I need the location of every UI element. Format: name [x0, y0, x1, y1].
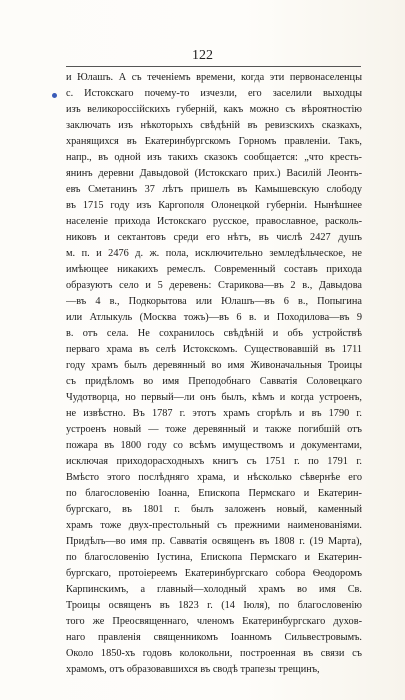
text-line: наго правленія священникомъ Іоанномъ Сильвестровымъ. — [66, 632, 362, 643]
text-line: имѣющее никакихъ ремеслъ. Современный составъ прихода — [66, 264, 362, 275]
text-line: Вмѣсто этого послѣдняго храма, и нѣсколько сѣвернѣе его — [66, 472, 362, 483]
text-line: Карпинскимъ, а главный—холодный храмъ во имя Св. — [66, 584, 362, 595]
text-line: или Атлыкуль (Москва тожъ)—въ 6 в. и Походилова—въ 9 — [66, 312, 362, 323]
text-line: въ 1715 году изъ Каргополя Олонецкой губерніи. Нынѣшнее — [66, 200, 362, 211]
text-line: перваго храма въ селѣ Истокскомъ. Существовавшій въ 1711 — [66, 344, 362, 355]
text-line: съ придѣломъ во имя Преподобнаго Савватія Соловецкаго — [66, 376, 362, 387]
text-line: напр., въ одной изъ такихъ сказокъ сообщается: „что кресть- — [66, 152, 362, 163]
text-line: хранящихся въ Екатеринбургскомъ Горномъ правленіи. Такъ, — [66, 136, 362, 147]
text-line: изъ великороссійскихъ губерній, какъ можно съ вѣроятностію — [66, 104, 362, 115]
text-line: храмомъ, отъ образовавшихся въ сводѣ трапезы трещинъ, — [66, 664, 320, 675]
text-line: м. п. и 2476 д. ж. пола, исключительно земледѣльческое, не — [66, 248, 362, 259]
text-line: с. Истокскаго почему-то изчезли, его заселили выходцы — [66, 88, 362, 99]
text-line: Троицы освященъ въ 1823 г. (14 Іюля), по благословенію — [66, 600, 362, 611]
text-line: исключая приходорасходныхъ книгъ съ 1751 г. по 1791 г. — [66, 456, 362, 467]
text-line: никовъ и сектантовъ среди его нѣтъ, въ числѣ 2427 душъ — [66, 232, 362, 243]
text-line: устроенъ новый — тоже деревянный и также погибшій отъ — [66, 424, 362, 435]
text-line: по благословенію Іустина, Епископа Пермскаго и Екатерин- — [66, 552, 362, 563]
text-line: Придѣлъ—во имя пр. Савватія освященъ въ 1808 г. (19 Марта), — [66, 536, 362, 547]
text-line: и Юлашъ. А съ теченіемъ времени, когда эти первонаселенцы — [66, 72, 362, 83]
text-line: пожара въ 1800 году со всѣмъ имуществомъ и документами, — [66, 440, 362, 451]
text-line: янинъ деревни Давыдовой (Истокскаго прих.) Василій Леонть- — [66, 168, 362, 179]
header-rule — [66, 66, 361, 67]
text-line: —въ 4 в., Подкорытова или Юлашъ—въ 6 в., Попыгина — [66, 296, 362, 307]
text-line: Около 1850-хъ годовъ колокольни, построенная въ связи съ — [66, 648, 362, 659]
margin-mark — [52, 93, 57, 98]
text-line: не извѣстно. Въ 1787 г. этотъ храмъ сгорѣлъ и въ 1790 г. — [66, 408, 362, 419]
text-line: того же Преосвященнаго, членомъ Екатеринбургскаго духов- — [66, 616, 362, 627]
text-line: по благословенію Іоанна, Епископа Пермскаго и Екатерин- — [66, 488, 362, 499]
text-line: заключать изъ нѣкоторыхъ свѣдѣній въ ревизскихъ сказкахъ, — [66, 120, 362, 131]
text-line: евъ Сметанинъ 37 лѣтъ пришелъ въ Камышевскую слободу — [66, 184, 362, 195]
text-line: Чудотворца, но первый—ли онъ былъ, кѣмъ и когда устроенъ, — [66, 392, 362, 403]
text-line: бургскаго, въ 1801 г. былъ заложенъ новый, каменный — [66, 504, 362, 515]
page-number: 122 — [192, 48, 213, 63]
text-line: году храмъ былъ деревянный во имя Живоначальныя Троицы — [66, 360, 362, 371]
text-line: храмъ тоже двух-престольный съ прежними наименованіями. — [66, 520, 362, 531]
text-line: бургскаго, протоіереемъ Екатеринбургскаго собора Ѳеодоромъ — [66, 568, 362, 579]
text-line: образуютъ село и 5 деревень: Старикова—въ 2 в., Давыдова — [66, 280, 362, 291]
text-line: в. отъ села. Не сохранилось свѣдѣній и объ устройствѣ — [66, 328, 362, 339]
text-line: населеніе прихода Истокскаго русское, православное, расколь- — [66, 216, 362, 227]
body-text — [66, 70, 362, 678]
